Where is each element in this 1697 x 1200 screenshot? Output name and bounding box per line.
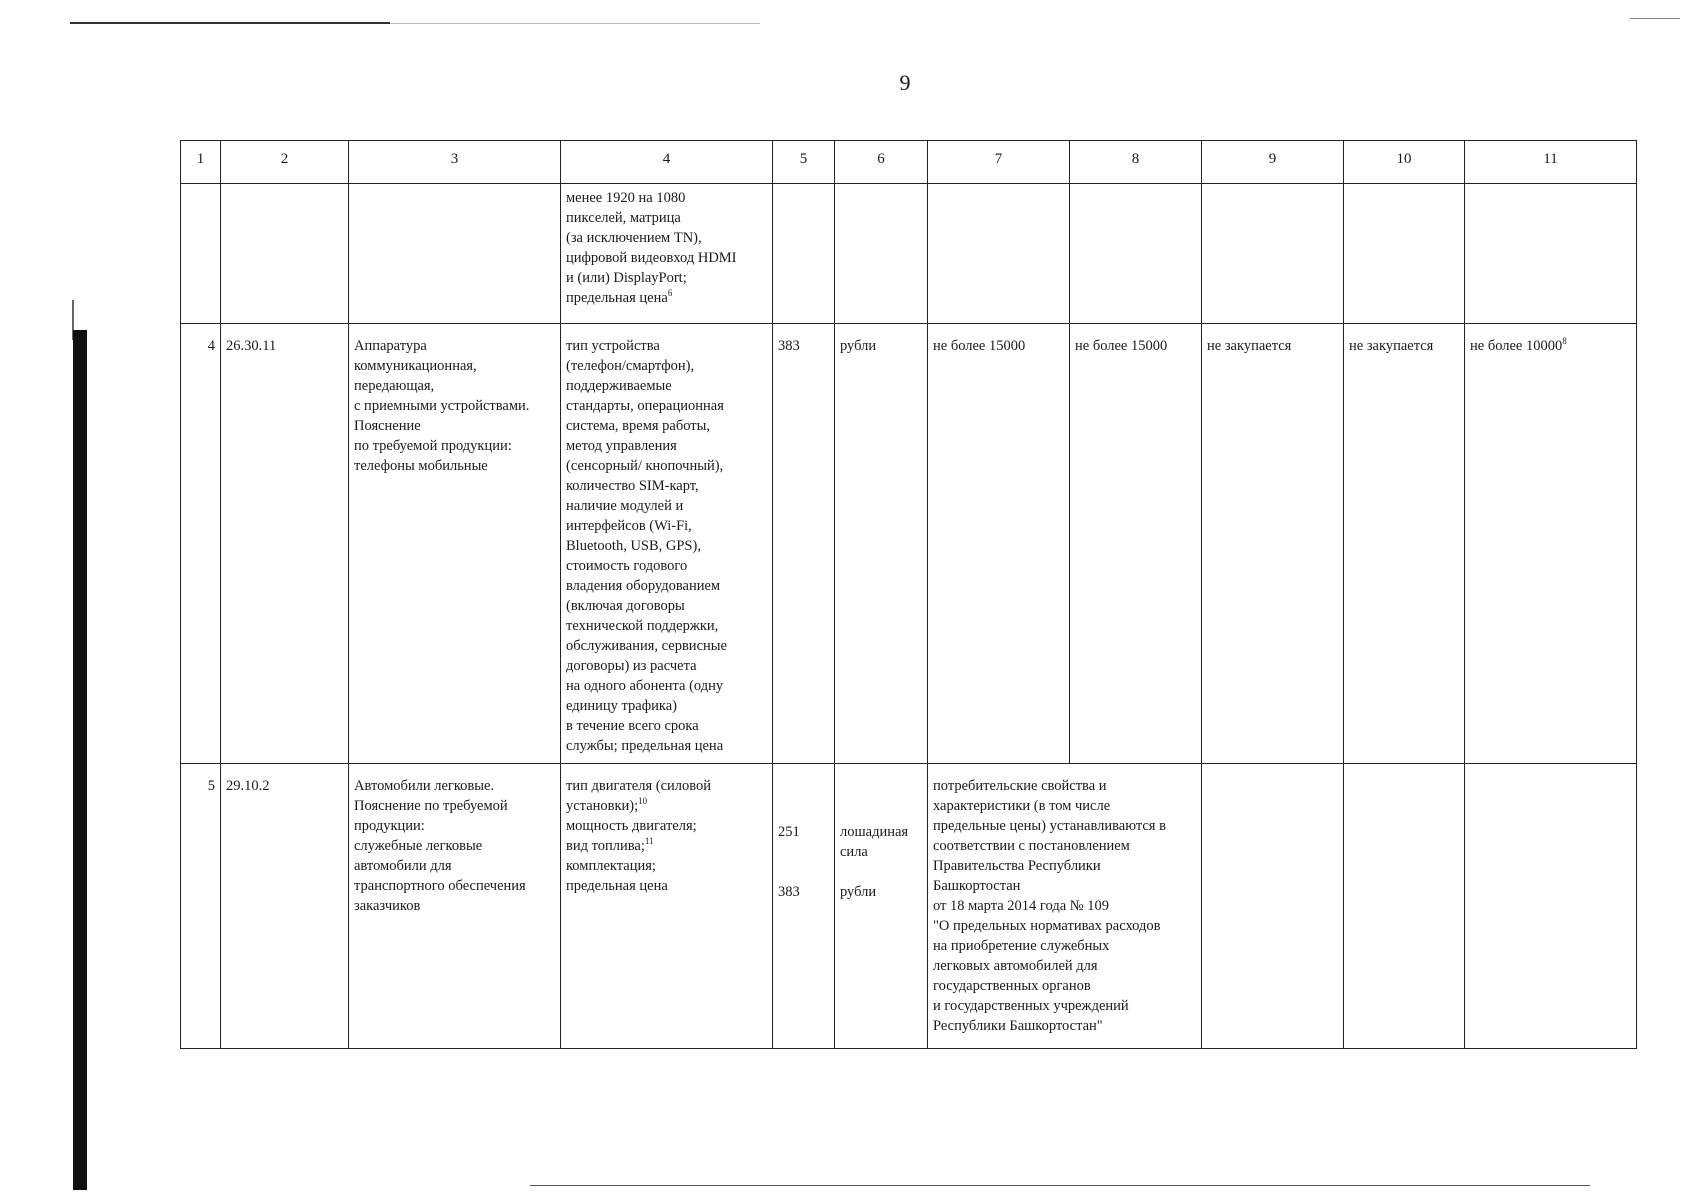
- unit-name: рубли: [835, 324, 928, 764]
- okei-code: [773, 764, 835, 1049]
- characteristics-text: менее 1920 на 1080 пикселей, матрица (за исключением TN), цифровой видеовход HDMI и (или) DisplayPort; предельная цена: [566, 190, 737, 306]
- merged-requirements: потребительские свойства и характеристики (в том числе предельные цены) устанавливаются в соответствии с постановлением Правительства Республики Башкортостан от 18 марта 2014 года № 109 "О предельных нормативах расходов на приобретение служебных легковых автомобилей для государственных органов и государственных учреждений Республики Башкортостан": [928, 764, 1202, 1049]
- characteristics: [561, 184, 773, 324]
- table-row: [181, 764, 1637, 1049]
- table-row: [181, 324, 1637, 764]
- header-cell: 4: [561, 141, 773, 184]
- value-col8: не более 15000: [1070, 324, 1202, 764]
- characteristics-text: тип двигателя (силовой установки);: [566, 778, 712, 814]
- product-name: [349, 184, 561, 324]
- unit-value: лошадиная сила: [840, 824, 909, 860]
- header-cell: 7: [928, 141, 1070, 184]
- characteristics: [561, 764, 773, 1049]
- page-number: 9: [899, 70, 911, 95]
- header-cell: 5: [773, 141, 835, 184]
- header-cell: 10: [1344, 141, 1465, 184]
- row-number: 5: [181, 764, 221, 1049]
- footnote-ref: 6: [667, 288, 673, 299]
- unit-value: рубли: [840, 884, 877, 900]
- okpd-code: 29.10.2: [221, 764, 349, 1049]
- value-col11: [1465, 324, 1637, 764]
- scan-artifact-bar: [73, 330, 87, 1190]
- value-col11: [1465, 184, 1637, 324]
- row-number: 4: [181, 324, 221, 764]
- value-col7: не более 15000: [928, 324, 1070, 764]
- header-cell: 11: [1465, 141, 1637, 184]
- value-col8: [1070, 184, 1202, 324]
- product-name: Автомобили легковые. Пояснение по требуемой продукции: служебные легковые автомобили для транспортного обеспечения заказчиков: [349, 764, 561, 1049]
- value-col10: не закупается: [1344, 324, 1465, 764]
- scan-artifact-line: [530, 1185, 1590, 1186]
- header-cell: 6: [835, 141, 928, 184]
- characteristics: тип устройства (телефон/смартфон), поддерживаемые стандарты, операционная система, время работы, метод управления (сенсорный/ кнопочный), количество SIM-карт, наличие модулей и интерфейсов (Wi-Fi, Bluetooth, USB, GPS), стоимость годового владения оборудованием (включая договоры технической поддержки, обслуживания, сервисные договоры) из расчета на одного абонента (одну единицу трафика) в течение всего срока службы; предельная цена: [561, 324, 773, 764]
- footnote-ref: 10: [638, 796, 648, 807]
- okpd-code: [221, 184, 349, 324]
- okei-code: 383: [773, 324, 835, 764]
- value-col9: [1202, 764, 1344, 1049]
- okei-code: [773, 184, 835, 324]
- value-col9: [1202, 184, 1344, 324]
- scan-artifact-line: [1630, 18, 1680, 19]
- characteristics-text: мощность двигателя; вид топлива;: [566, 818, 697, 854]
- okpd-code: 26.30.11: [221, 324, 349, 764]
- product-name: Аппаратура коммуникационная, передающая, с приемными устройствами. Пояснение по требуемой продукции: телефоны мобильные: [349, 324, 561, 764]
- value-col7: [928, 184, 1070, 324]
- value-text: не более 10000: [1470, 338, 1563, 354]
- header-cell: 1: [181, 141, 221, 184]
- characteristics-text: комплектация; предельная цена: [566, 858, 668, 894]
- value-col11: [1465, 764, 1637, 1049]
- header-cell: 8: [1070, 141, 1202, 184]
- value-col10: [1344, 184, 1465, 324]
- scan-artifact-line: [390, 23, 760, 24]
- footnote-ref: 8: [1562, 336, 1567, 347]
- value-col10: [1344, 764, 1465, 1049]
- footnote-ref: 11: [644, 836, 654, 847]
- header-cell: 3: [349, 141, 561, 184]
- unit-name: [835, 764, 928, 1049]
- header-cell: 2: [221, 141, 349, 184]
- scan-artifact-line: [70, 22, 390, 24]
- header-row: [181, 141, 1637, 184]
- header-cell: 9: [1202, 141, 1344, 184]
- okei-code-value: 251: [778, 824, 800, 840]
- okei-code-value: 383: [778, 884, 800, 900]
- table-row: [181, 184, 1637, 324]
- row-number: [181, 184, 221, 324]
- unit-name: [835, 184, 928, 324]
- value-col9: не закупается: [1202, 324, 1344, 764]
- requirements-table: [180, 140, 1637, 1049]
